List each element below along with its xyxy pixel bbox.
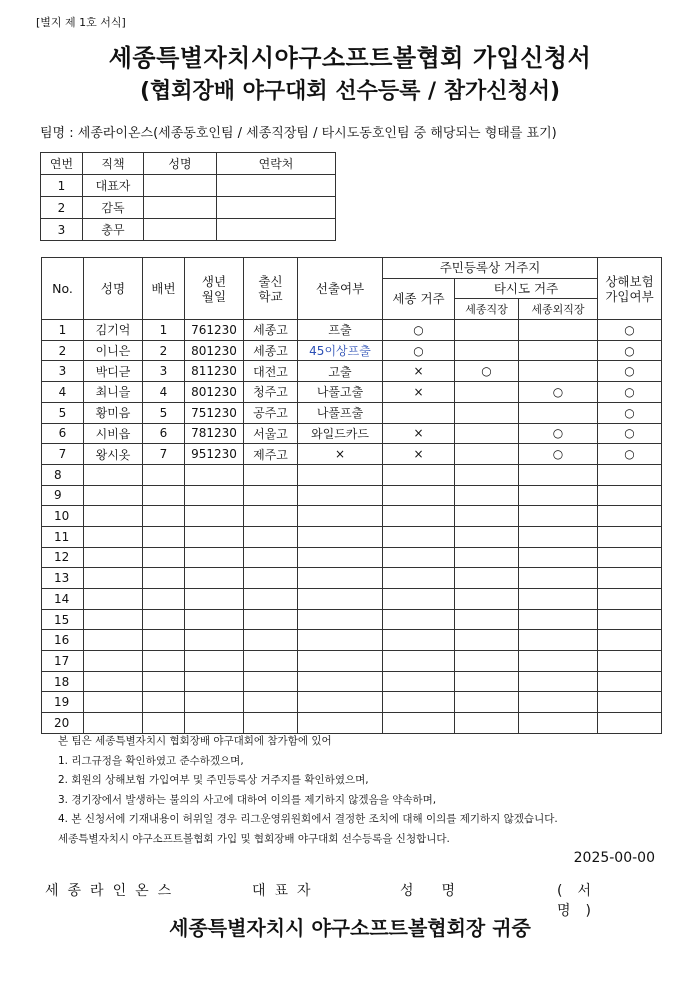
row-number: 18: [42, 671, 84, 692]
row-number: 20: [42, 713, 84, 734]
player-school[interactable]: [244, 568, 298, 589]
row-number: 14: [42, 589, 84, 610]
player-name[interactable]: [84, 485, 143, 506]
sejong-residence-mark[interactable]: ×: [383, 361, 455, 382]
player-row: [42, 320, 662, 341]
staff-header-row: [41, 153, 336, 175]
outside-work-mark[interactable]: [519, 609, 598, 630]
player-birth[interactable]: 951230: [185, 444, 244, 465]
player-birth[interactable]: 781230: [185, 423, 244, 444]
player-name[interactable]: [84, 526, 143, 547]
outside-work-mark[interactable]: [519, 526, 598, 547]
player-row: [42, 589, 662, 610]
row-number: 2: [42, 340, 84, 361]
sejong-residence-mark[interactable]: [383, 589, 455, 610]
player-birth[interactable]: [185, 547, 244, 568]
sejong-residence-mark[interactable]: [383, 547, 455, 568]
player-row: [42, 340, 662, 361]
player-birth[interactable]: 751230: [185, 402, 244, 423]
player-school[interactable]: [244, 464, 298, 485]
player-row: [42, 402, 662, 423]
player-number[interactable]: [143, 526, 185, 547]
player-number[interactable]: [143, 547, 185, 568]
sejong-work-mark[interactable]: [455, 402, 519, 423]
player-number[interactable]: 2: [143, 340, 185, 361]
row-number: 19: [42, 692, 84, 713]
row-number: 5: [42, 402, 84, 423]
header-residence: 주민등록상 거주지: [383, 258, 598, 279]
player-school[interactable]: [244, 671, 298, 692]
outside-work-mark[interactable]: [519, 402, 598, 423]
signature-seal[interactable]: (서 명): [557, 883, 606, 919]
header-number: 배번: [143, 258, 185, 320]
page-subtitle: (협회장배 야구대회 선수등록 / 참가신청서): [139, 79, 561, 104]
outside-work-mark[interactable]: [519, 320, 598, 341]
player-name[interactable]: [84, 506, 143, 527]
row-number: 1: [42, 320, 84, 341]
outside-work-mark[interactable]: [519, 485, 598, 506]
player-selection[interactable]: [298, 506, 383, 527]
outside-work-mark[interactable]: [519, 568, 598, 589]
staff-header-name: 성명: [144, 153, 217, 175]
player-school[interactable]: 세종고: [244, 320, 298, 341]
sejong-work-mark[interactable]: ○: [455, 361, 519, 382]
player-selection[interactable]: 프출: [298, 320, 383, 341]
player-birth[interactable]: [185, 651, 244, 672]
row-number: 17: [42, 651, 84, 672]
outside-work-mark[interactable]: [519, 589, 598, 610]
player-name[interactable]: 최니을: [84, 382, 143, 403]
row-number: 15: [42, 609, 84, 630]
player-birth[interactable]: [185, 526, 244, 547]
outside-work-mark[interactable]: [519, 630, 598, 651]
player-birth[interactable]: [185, 713, 244, 734]
row-number: 9: [42, 485, 84, 506]
staff-role: 총무: [83, 219, 144, 241]
insurance-mark[interactable]: ○: [598, 402, 662, 423]
sejong-work-mark[interactable]: [455, 320, 519, 341]
player-selection[interactable]: [298, 630, 383, 651]
insurance-mark[interactable]: [598, 547, 662, 568]
player-number[interactable]: [143, 713, 185, 734]
player-number[interactable]: 4: [143, 382, 185, 403]
sejong-residence-mark[interactable]: [383, 609, 455, 630]
header-birth: 생년 월일: [185, 258, 244, 320]
player-school[interactable]: [244, 547, 298, 568]
player-name[interactable]: [84, 713, 143, 734]
page-title: 세종특별자치시야구소프트볼협회 가입신청서: [108, 44, 592, 72]
player-number[interactable]: 1: [143, 320, 185, 341]
player-row: [42, 382, 662, 403]
staff-role: 감독: [83, 197, 144, 219]
player-birth[interactable]: 811230: [185, 361, 244, 382]
header-outside-work: 세종외직장: [519, 299, 598, 320]
insurance-mark[interactable]: [598, 568, 662, 589]
agreement-notes: [58, 732, 558, 849]
sejong-residence-mark[interactable]: [383, 651, 455, 672]
player-selection[interactable]: [298, 526, 383, 547]
row-number: 4: [42, 382, 84, 403]
player-number[interactable]: [143, 609, 185, 630]
player-school[interactable]: [244, 589, 298, 610]
players-header-row: [42, 258, 662, 279]
sejong-residence-mark[interactable]: [383, 464, 455, 485]
application-date: 2025-00-00: [573, 850, 655, 866]
outside-work-mark[interactable]: [519, 464, 598, 485]
player-selection[interactable]: [298, 485, 383, 506]
player-number[interactable]: 3: [143, 361, 185, 382]
staff-row: [41, 219, 336, 241]
staff-name-cell[interactable]: [144, 197, 217, 219]
player-name[interactable]: [84, 630, 143, 651]
outside-work-mark[interactable]: [519, 361, 598, 382]
player-selection[interactable]: 45이상프출: [298, 340, 383, 361]
header-school: 출신 학교: [244, 258, 298, 320]
player-number[interactable]: 6: [143, 423, 185, 444]
player-number[interactable]: [143, 671, 185, 692]
player-row: [42, 609, 662, 630]
player-selection[interactable]: [298, 547, 383, 568]
staff-header-role: 직책: [83, 153, 144, 175]
player-selection[interactable]: [298, 671, 383, 692]
outside-work-mark[interactable]: [519, 713, 598, 734]
insurance-mark[interactable]: ○: [598, 423, 662, 444]
sejong-residence-mark[interactable]: [383, 692, 455, 713]
player-selection[interactable]: 나풀프출: [298, 402, 383, 423]
player-birth[interactable]: [185, 671, 244, 692]
signature-line: [45, 880, 660, 919]
player-selection[interactable]: [298, 713, 383, 734]
player-birth[interactable]: [185, 506, 244, 527]
insurance-mark[interactable]: [598, 609, 662, 630]
sejong-work-mark[interactable]: [455, 506, 519, 527]
player-selection[interactable]: 고출: [298, 361, 383, 382]
player-selection[interactable]: [298, 568, 383, 589]
player-selection[interactable]: 와일드카드: [298, 423, 383, 444]
outside-work-mark[interactable]: ○: [519, 423, 598, 444]
player-birth[interactable]: 801230: [185, 382, 244, 403]
player-number[interactable]: [143, 506, 185, 527]
header-sejong-residence: 세종 거주: [383, 278, 455, 319]
insurance-mark[interactable]: [598, 651, 662, 672]
player-number[interactable]: [143, 568, 185, 589]
sejong-residence-mark[interactable]: [383, 402, 455, 423]
staff-role: 대표자: [83, 175, 144, 197]
player-school[interactable]: [244, 485, 298, 506]
addressee: 세종특별자치시 야구소프트볼협회장 귀중: [169, 916, 531, 940]
outside-work-mark[interactable]: [519, 671, 598, 692]
sejong-work-mark[interactable]: [455, 340, 519, 361]
outside-work-mark[interactable]: [519, 547, 598, 568]
sejong-residence-mark[interactable]: ×: [383, 423, 455, 444]
player-number[interactable]: 7: [143, 444, 185, 465]
row-number: 3: [42, 361, 84, 382]
sejong-work-mark[interactable]: [455, 630, 519, 651]
player-name[interactable]: [84, 609, 143, 630]
signature-team: 세종라인온스: [45, 883, 181, 899]
note-item: 2. 회원의 상해보험 가입여부 및 주민등록상 거주지를 확인하였으며,: [58, 774, 369, 786]
player-selection[interactable]: [298, 692, 383, 713]
player-number[interactable]: [143, 485, 185, 506]
player-row: [42, 444, 662, 465]
staff-name-cell[interactable]: [144, 175, 217, 197]
staff-contact-cell[interactable]: [217, 175, 336, 197]
insurance-mark[interactable]: [598, 713, 662, 734]
staff-no: 2: [41, 197, 83, 219]
outside-work-mark[interactable]: ○: [519, 444, 598, 465]
sejong-work-mark[interactable]: [455, 609, 519, 630]
header-name: 성명: [84, 258, 143, 320]
player-birth[interactable]: 761230: [185, 320, 244, 341]
player-birth[interactable]: [185, 609, 244, 630]
player-school[interactable]: [244, 630, 298, 651]
note-closing: 세종특별자치시 야구소프트볼협회 가입 및 협회장배 야구대회 선수등록을 신청합니다.: [58, 832, 450, 845]
player-name[interactable]: [84, 692, 143, 713]
sejong-residence-mark[interactable]: [383, 568, 455, 589]
insurance-mark[interactable]: ○: [598, 444, 662, 465]
sejong-work-mark[interactable]: [455, 547, 519, 568]
player-row: [42, 423, 662, 444]
sejong-residence-mark[interactable]: [383, 713, 455, 734]
sejong-work-mark[interactable]: [455, 382, 519, 403]
insurance-mark[interactable]: [598, 589, 662, 610]
sejong-work-mark[interactable]: [455, 692, 519, 713]
player-selection[interactable]: 나풀고출: [298, 382, 383, 403]
row-number: 16: [42, 630, 84, 651]
header-insurance: 상해보험 가입여부: [598, 258, 662, 320]
player-number[interactable]: [143, 630, 185, 651]
row-number: 13: [42, 568, 84, 589]
outside-work-mark[interactable]: [519, 506, 598, 527]
sejong-residence-mark[interactable]: ×: [383, 382, 455, 403]
player-selection[interactable]: [298, 609, 383, 630]
note-item: 3. 경기장에서 발생하는 불의의 사고에 대하여 이의를 제기하지 않겠음을 약속하며,: [58, 793, 437, 806]
player-school[interactable]: [244, 692, 298, 713]
sejong-residence-mark[interactable]: ○: [383, 340, 455, 361]
sejong-residence-mark[interactable]: ○: [383, 320, 455, 341]
staff-contact-cell[interactable]: [217, 219, 336, 241]
row-number: 8: [42, 464, 84, 485]
player-name[interactable]: [84, 671, 143, 692]
sejong-residence-mark[interactable]: ×: [383, 444, 455, 465]
outside-work-mark[interactable]: [519, 340, 598, 361]
sejong-residence-mark[interactable]: [383, 630, 455, 651]
sejong-work-mark[interactable]: [455, 423, 519, 444]
player-school[interactable]: 공주고: [244, 402, 298, 423]
player-row: [42, 651, 662, 672]
player-row: [42, 526, 662, 547]
sejong-residence-mark[interactable]: [383, 485, 455, 506]
staff-name-cell[interactable]: [144, 219, 217, 241]
player-name[interactable]: 이니은: [84, 340, 143, 361]
insurance-mark[interactable]: [598, 692, 662, 713]
player-row: [42, 713, 662, 734]
player-name[interactable]: [84, 547, 143, 568]
player-birth[interactable]: [185, 485, 244, 506]
staff-header-contact: 연락처: [217, 153, 336, 175]
player-row: [42, 671, 662, 692]
insurance-mark[interactable]: ○: [598, 340, 662, 361]
player-name[interactable]: [84, 651, 143, 672]
staff-header-no: 연번: [41, 153, 83, 175]
player-number[interactable]: [143, 651, 185, 672]
player-school[interactable]: 세종고: [244, 340, 298, 361]
player-row: [42, 630, 662, 651]
player-name[interactable]: 시비읍: [84, 423, 143, 444]
player-name[interactable]: [84, 589, 143, 610]
row-number: 6: [42, 423, 84, 444]
player-birth[interactable]: [185, 568, 244, 589]
outside-work-mark[interactable]: ○: [519, 382, 598, 403]
note-item: 4. 본 신청서에 기재내용이 허위일 경우 리그운영위원회에서 결정한 조치에 대해 이의를 제기하지 않겠습니다.: [58, 813, 558, 825]
player-school[interactable]: 청주고: [244, 382, 298, 403]
player-school[interactable]: [244, 609, 298, 630]
staff-row: [41, 175, 336, 197]
player-birth[interactable]: [185, 589, 244, 610]
player-row: [42, 361, 662, 382]
players-table: [41, 257, 662, 734]
player-birth[interactable]: [185, 630, 244, 651]
insurance-mark[interactable]: ○: [598, 320, 662, 341]
row-number: 7: [42, 444, 84, 465]
player-row: [42, 547, 662, 568]
row-number: 10: [42, 506, 84, 527]
player-selection[interactable]: ×: [298, 444, 383, 465]
insurance-mark[interactable]: [598, 630, 662, 651]
player-name[interactable]: [84, 568, 143, 589]
insurance-mark[interactable]: [598, 506, 662, 527]
sejong-work-mark[interactable]: [455, 526, 519, 547]
staff-row: [41, 197, 336, 219]
player-row: [42, 506, 662, 527]
staff-no: 1: [41, 175, 83, 197]
staff-no: 3: [41, 219, 83, 241]
header-no: No.: [42, 258, 84, 320]
insurance-mark[interactable]: ○: [598, 382, 662, 403]
note-intro: 본 팀은 세종특별자치시 협회장배 야구대회에 참가함에 있어: [58, 735, 332, 747]
outside-work-mark[interactable]: [519, 651, 598, 672]
row-number: 11: [42, 526, 84, 547]
signature-representative: 대표자: [252, 883, 320, 899]
player-selection[interactable]: [298, 589, 383, 610]
note-item: 1. 리그규정을 확인하였고 준수하겠으며,: [58, 754, 244, 767]
insurance-mark[interactable]: [598, 464, 662, 485]
player-school[interactable]: 대전고: [244, 361, 298, 382]
player-school[interactable]: [244, 526, 298, 547]
header-sejong-work: 세종직장: [455, 299, 519, 320]
insurance-mark[interactable]: [598, 526, 662, 547]
sejong-work-mark[interactable]: [455, 444, 519, 465]
sejong-residence-mark[interactable]: [383, 671, 455, 692]
player-name[interactable]: 황미음: [84, 402, 143, 423]
sejong-residence-mark[interactable]: [383, 526, 455, 547]
player-name[interactable]: 김기억: [84, 320, 143, 341]
row-number: 12: [42, 547, 84, 568]
sejong-work-mark[interactable]: [455, 651, 519, 672]
insurance-mark[interactable]: [598, 671, 662, 692]
player-number[interactable]: [143, 692, 185, 713]
sejong-work-mark[interactable]: [455, 485, 519, 506]
staff-contact-cell[interactable]: [217, 197, 336, 219]
player-school[interactable]: 서울고: [244, 423, 298, 444]
player-number[interactable]: 5: [143, 402, 185, 423]
sejong-work-mark[interactable]: [455, 713, 519, 734]
header-other-residence: 타시도 거주: [455, 278, 598, 299]
outside-work-mark[interactable]: [519, 692, 598, 713]
player-selection[interactable]: [298, 651, 383, 672]
player-school[interactable]: [244, 651, 298, 672]
sejong-work-mark[interactable]: [455, 464, 519, 485]
sejong-work-mark[interactable]: [455, 671, 519, 692]
player-school[interactable]: 제주고: [244, 444, 298, 465]
player-number[interactable]: [143, 464, 185, 485]
players-body: [42, 320, 662, 734]
header-selection: 선출여부: [298, 258, 383, 320]
player-row: [42, 464, 662, 485]
player-school[interactable]: [244, 506, 298, 527]
player-row: [42, 568, 662, 589]
signature-name-label: 성명: [400, 883, 484, 899]
player-row: [42, 485, 662, 506]
staff-table: [40, 152, 336, 241]
player-birth[interactable]: [185, 692, 244, 713]
form-number: [별지 제 1호 서식]: [36, 16, 126, 29]
sejong-work-mark[interactable]: [455, 589, 519, 610]
team-name-line: 팀명 : 세종라이온스(세종동호인팀 / 세종직장팀 / 타시도동호인팀 중 해당되는 형태를 표기): [40, 126, 557, 141]
player-selection[interactable]: [298, 464, 383, 485]
player-birth[interactable]: 801230: [185, 340, 244, 361]
insurance-mark[interactable]: ○: [598, 361, 662, 382]
player-school[interactable]: [244, 713, 298, 734]
sejong-work-mark[interactable]: [455, 568, 519, 589]
player-number[interactable]: [143, 589, 185, 610]
sejong-residence-mark[interactable]: [383, 506, 455, 527]
player-name[interactable]: [84, 464, 143, 485]
player-row: [42, 692, 662, 713]
player-name[interactable]: 박디귿: [84, 361, 143, 382]
player-name[interactable]: 왕시옷: [84, 444, 143, 465]
player-birth[interactable]: [185, 464, 244, 485]
insurance-mark[interactable]: [598, 485, 662, 506]
